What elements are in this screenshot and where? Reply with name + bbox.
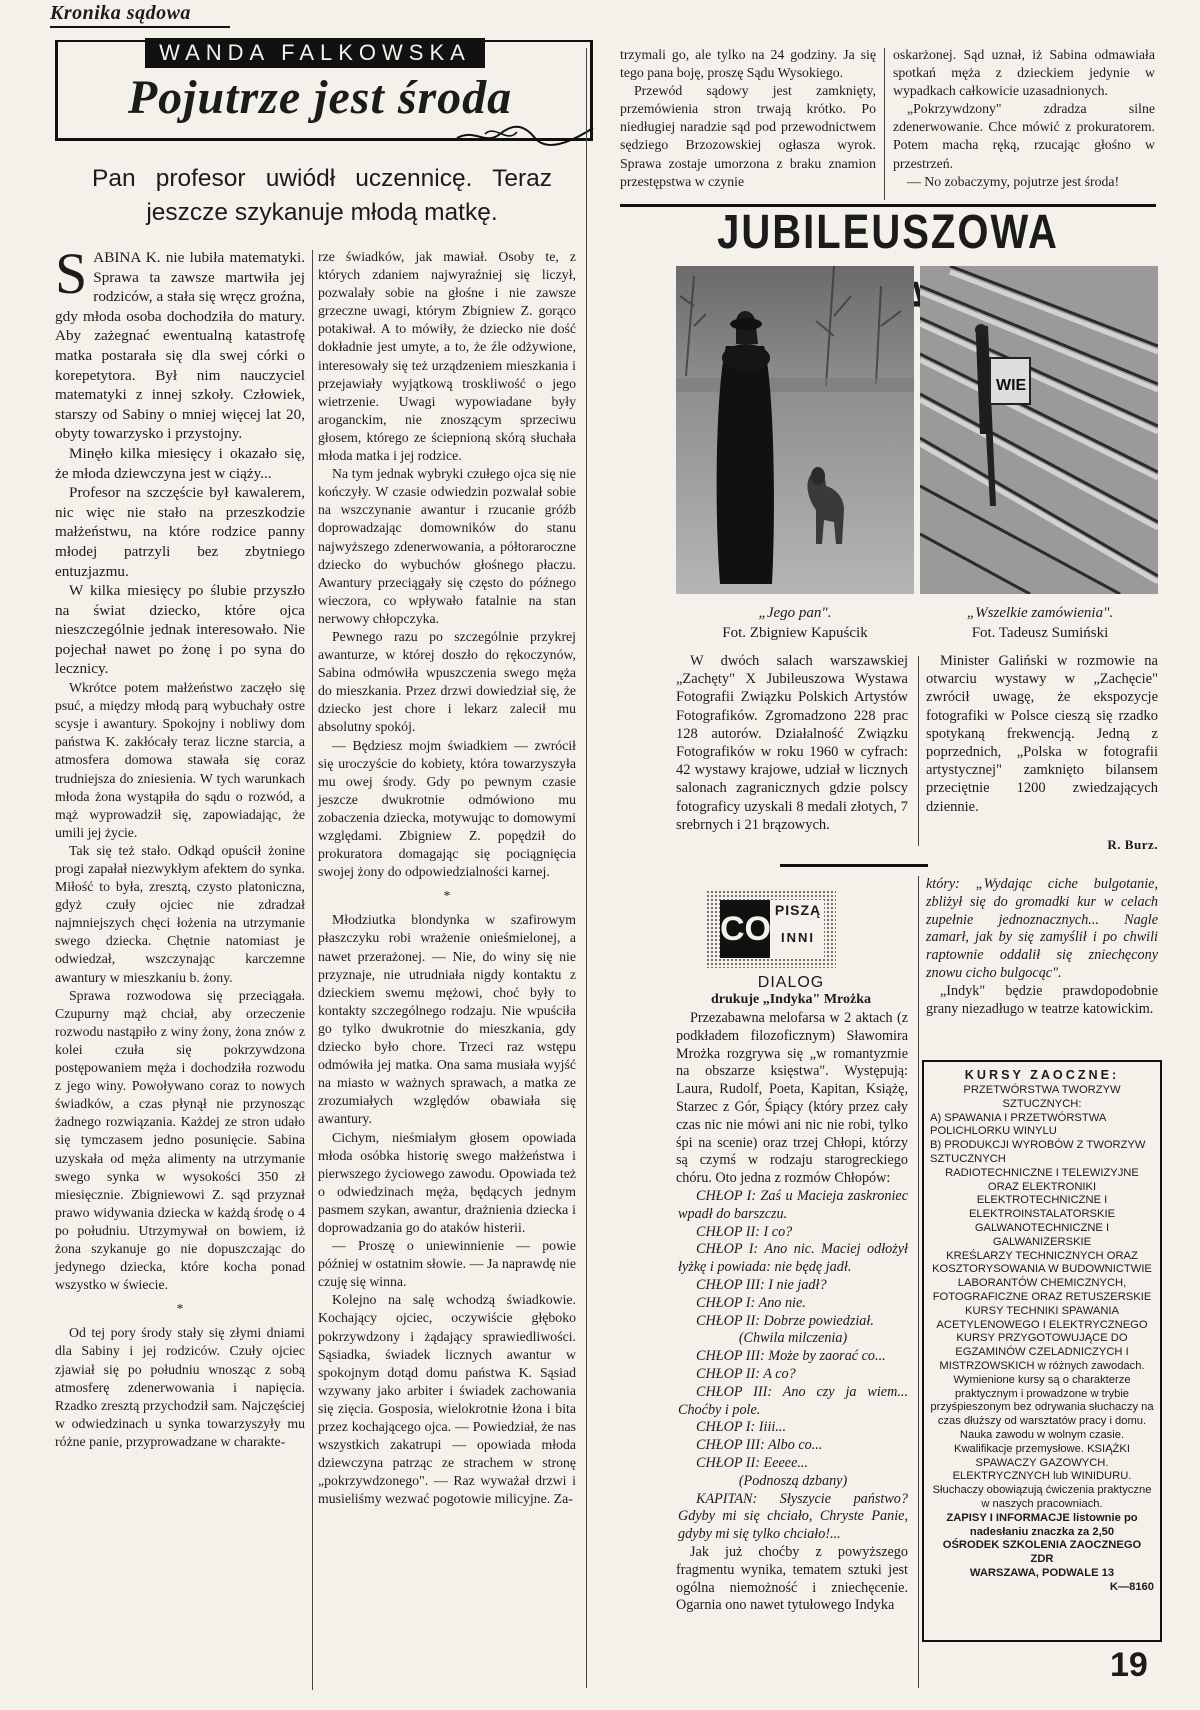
paragraph: Profesor na szczęście był kawalerem, nic więc nie stało na przeszkodzie małżeństwu, na które rodzice panny młodej patrzyli bez zbytniego entuzjazmu. <box>55 484 305 580</box>
column-rule <box>918 656 919 846</box>
ad-title: KURSY ZAOCZNE: <box>964 1068 1120 1082</box>
article-column-3 <box>620 46 876 191</box>
ad-line: A) SPAWANIA I PRZETWÓRSTWA POLICHLORKU WINYLU <box>930 1111 1106 1138</box>
ad-line: KURSY PRZYGOTOWUJĄCE DO EGZAMINÓW CZELADNICZYCH I MISTRZOWSKICH w różnych zawodach. <box>939 1332 1145 1372</box>
courses-advertisement <box>922 1060 1162 1642</box>
co-pisza-inni-badge <box>706 890 836 968</box>
article-title: Pojutrze jest środa <box>127 71 513 124</box>
ad-body <box>924 1082 1160 1596</box>
author-name: WANDA FALKOWSKA <box>145 38 485 68</box>
paragraph: „Pokrzywdzony" zdradza silne zdenerwowanie. Chce mówić z prokuratorem. Potem macha ręką, rzucając głośno w przestrzeń. <box>893 101 1155 171</box>
paragraph: Kolejno na salę wchodzą świadkowie. Kochający ojciec, oczywiście głęboko pokrzywdzony i żądający sprawiedliwości. Sąsiadka, świadek licznych awantur w spokojnym dotąd domu państwa K. Sąsiad wzywany jako arbiter i świadek zachowania się zięcia. Gosposia, wielokrotnie łżona i bita przez kochającego ojca. — Powiedział, że nas wszystkich zakatrupi — opowiada młoda dziewczyna patrząc ze strachem w stronę „pokrzywdzonego". — Raz wyważał drzwi i musieliśmy wezwać pogotowie milicyjne. Za- <box>318 1292 576 1507</box>
paragraph: trzymali go, ale tylko na 24 godziny. Ja się tego pana boję, proszę Sądu Wysokiego. <box>620 47 876 81</box>
ad-line: ZAPISY I INFORMACJE listownie po nadesłaniu znaczka za 2,50 <box>946 1511 1138 1538</box>
paragraph: — No zobaczymy, pojutrze jest środa! <box>907 173 1120 189</box>
ad-line: WARSZAWA, PODWALE 13 <box>969 1566 1115 1579</box>
ad-line: LABORANTÓW CHEMICZNYCH, FOTOGRAFICZNE ORAZ RETUSZERSKIE <box>932 1277 1152 1303</box>
column-rule <box>586 48 587 1688</box>
dialog-title: DIALOG <box>757 974 825 991</box>
ad-line: GALWANOTECHNICZNE I GALWANIZERSKIE <box>974 1221 1110 1248</box>
dialog-line: CHŁOP I: Ano nie. <box>696 1294 806 1311</box>
drop-cap: S <box>55 241 88 306</box>
article-column-2 <box>318 248 576 1508</box>
photo-wszelkie-zamowienia <box>920 266 1158 594</box>
paragraph: Przewód sądowy jest zamknięty, przemówienia stron trwają krótko. Po niedługiej naradzie sąd pod przewodnictwem sędziego Brzozowskiej ogłasza wyrok. Sprawa zostaje umorzona z braku znamion przestępstwa w czynie <box>620 83 876 189</box>
divider-rule <box>780 864 928 867</box>
paragraph: Minęło kilka miesięcy i okazało się, że młoda dziewczyna jest w ciąży... <box>55 444 305 482</box>
dialog-line: CHŁOP I: Ano nic. Maciej odłożył łyżkę i powiada: nie będę jadł. <box>678 1241 908 1276</box>
dialog-outro: Jak już choćby z powyższego fragmentu wynika, tematem sztuki jest ogólna niemożność i zniechęcenie. Ogarnia ono nawet tytułowego Indyka <box>676 1543 908 1614</box>
paragraph-lead: SABINA K. nie lubiła matematyki. Sprawa ta zawsze martwiła jej rodziców, a stała się wręcz groźna, gdy młoda osoba dochodziła do matury. Aby zażegnać ewentualną katastrofę matka postarała się dla swej córki o korepetytora. Był nim nauczyciel matematyki z innej szkoły. Człowiek, starszy od Sabiny o mniej więcej lat 20, obyty towarzysko i przystojny. <box>55 241 305 443</box>
dialog-line: CHŁOP I: Zaś u Macieja zaskroniec wpadł do barszczu. <box>678 1187 908 1222</box>
ad-line: RADIOTECHNICZNE I TELEWIZYJNE ORAZ ELEKTRONIKI <box>945 1166 1139 1193</box>
dialog-column-1 <box>676 1010 908 1615</box>
section-underline <box>50 26 230 28</box>
paragraph: Na tym jednak wybryki czułego ojca się nie kończyły. W czasie odwiedzin pozwalał sobie na wszczynanie awantur i rzucanie gróźb doprowadzając domowników do stanu najwyższego zdenerwowania, a półtoraroczne dziecko do wybuchów głośnego płaczu. Awantury przeciągały się często do późnego wieczora, co wpływało fatalnie na stan nerwowy chłopczyka. <box>318 466 576 626</box>
paragraph: Pewnego razu po szczególnie przykrej awanturze, w której doszło do rękoczynów, Sabina odmówiła wpuszczenia swego męża do mieszkania. Przez drzwi dowiedział się, że dziecko jest chore i lekarz zalecił mu absolutny spokój. <box>318 628 576 735</box>
exhibition-text-right: Minister Galiński w rozmowie na otwarciu wystawy w „Zachęcie" zwrócił uwagę, że ekspozycje fotografiki w Polsce cieszą się rzadko spotykaną frekwencją. Jedną z poprzednich, „Polska w fotografii artystycznej" zamknięto bilansem przeciętnie 1200 zwiedzających dziennie. <box>926 653 1158 815</box>
exhibition-headline: JUBILEUSZOWA <box>717 205 1059 259</box>
badge-inni: INNI <box>781 930 815 945</box>
dialog-subtitle: drukuje „Indyka" Mrożka <box>711 992 871 1007</box>
column-rule <box>884 48 885 200</box>
photo2-caption: „Wszelkie zamówienia". <box>966 605 1114 621</box>
section-break: * <box>176 1301 184 1317</box>
dialog-stage-direction: (Chwila milczenia) <box>738 1330 848 1347</box>
dialog-ending: „Indyk" będzie prawdopodobnie grany niezadługo w teatrze katowickim. <box>926 982 1158 1017</box>
dialog-line: CHŁOP II: A co? <box>696 1365 796 1382</box>
dialog-line: CHŁOP III: Ano czy ja wiem... Choćby i pole. <box>678 1383 908 1418</box>
ad-code: K—8160 <box>1109 1580 1154 1593</box>
ad-line: KURSY TECHNIKI SPAWANIA ACETYLENOWEGO I ELEKTRYCZNEGO <box>936 1304 1148 1331</box>
dialog-quote: który: „Wydając ciche bulgotanie, zbliżył się do gromadki kur w celach zupełnie jednoznacznych... Nagle zamarł, jak by się zamyślił i po chwili raptownie oddalił się zniechęcony znowu cicho bulgocąc". <box>926 876 1158 981</box>
ad-line: Słuchaczy obowiązują ćwiczenia praktyczne w naszych pracowniach. <box>932 1484 1152 1510</box>
article-subtitle: Pan profesor uwiódł uczennicę. Teraz jeszcze szykanuje młodą matkę. <box>92 165 552 226</box>
banner-text: WIE <box>996 377 1027 394</box>
paragraph: Od tej pory środy stały się złymi dniami dla Sabiny i jej rodziców. Czuły ojciec zjawiał się po południu wnosząc z sobą atmosferę zdenerwowania i napięcia. Rzadko zresztą przychodził sam. Najczęściej w odwiedzinach u synka towarzyszyły mu różne panie, przyprowadzane w charakte- <box>55 1325 305 1449</box>
paragraph: Cichym, nieśmiałym głosem opowiada młoda osóbka historię swego małżeństwa i pierwszego życiowego zawodu. Opowiada też o odwiedzinach męża, będących jednym pasmem szykan, awantur, drażnienia dziecka i doprowadzania go do ataków histerii. <box>318 1129 576 1235</box>
ad-line: ELEKTROTECHNICZNE I ELEKTROINSTALATORSKIE <box>968 1194 1116 1221</box>
badge-co: CO <box>720 900 770 958</box>
photo1-caption: „Jego pan". <box>758 605 832 621</box>
section-label: Kronika sądowa <box>50 2 191 24</box>
paragraph: Tak się też stało. Odkąd opuścił żonine progi zapałał niezwykłym afektem do synka. Miłość to była, zresztą, czysto platoniczna, gdyż czuły ojciec nie zdradzał najmniejszych chęci łożenia na utrzymanie swego dziecka. Chętnie natomiast je odwiedzał, wszczynając karczemne awantury w mieszkaniu b. żony. <box>55 842 305 985</box>
page-number: 19 <box>1110 1646 1148 1684</box>
paragraph: W kilka miesięcy po ślubie przyszło na świat dziecko, które ojca nieszczególnie jednak interesowało. Nie pojechał nawet po żonę i po syna do lecznicy. <box>55 582 305 678</box>
dialog-line: CHŁOP III: Albo co... <box>696 1437 823 1454</box>
paragraph: — Będziesz mojm świadkiem — zwrócił się uroczyście do kobiety, która towarzyszyła mu owej środy. Gdy po pewnym czasie jeszcze dwukrotnie odmówiono mu zobaczenia dziecka, motywując to domowymi względami. Zbigniew Z. popędził do prokuratora domagając się pociągnięcia swojej żony do odpowiedzialności karnej. <box>318 737 576 880</box>
dialog-column-2 <box>926 876 1158 1018</box>
paragraph: Sprawa rozwodowa się przeciągała. Czupurny mąż chciał, aby orzeczenie rozwodu nastąpiło z winy żony, żona znów z kolei czuła się pokrzywdzona postępowaniem męża i dochodziła rozwodu z jego winy. Powoływano coraz to nowych świadków, a czas płynął nie przynosząc żadnego rozwiązania. Każdej ze stron udało się tymczasem jedno posunięcie. Sabina uzyskała od męża alimenty na utrzymanie swego synka w wysokości 350 zł miesięcznie. Zbigniewowi Z. sąd przyznał prawo widywania dziecka w każdą środę o 4 po południu. Utrzymywał on bowiem, iż żona szykanuje go nie dopuszczając do jedynego dziecka, które kocha ponad wszystko w świecie. <box>55 987 305 1293</box>
badge-pisza: PISZĄ <box>774 902 822 918</box>
dialog-line: CHŁOP II: I co? <box>696 1223 793 1240</box>
dialog-line: CHŁOP I: Iiii... <box>696 1419 786 1436</box>
photo1-credit: Fot. Zbigniew Kapuścik <box>722 625 868 641</box>
ad-line: B) PRODUKCJI WYROBÓW Z TWORZYW SZTUCZNYCH <box>930 1139 1146 1165</box>
paragraph: Wkrótce potem małżeństwo zaczęło się psuć, a między młodą parą wybuchały ostre scysje i awantury. Spokojny i nobliwy dom państwa K. zakłócały teraz liczne starcia, a atmosfera domowa stawała się coraz trudniejsza do zniesienia. W tych warunkach młoda żona wystąpiła do sądu o rozwód, a mąż wyprowadził się, zapowiadając, że umili jej życie. <box>55 680 305 840</box>
dialog-line: CHŁOP II: Eeeee... <box>696 1454 809 1471</box>
dialog-line: KAPITAN: Słyszycie państwo? Gdyby mi się chciało, Chryste Panie, gdyby mi się tylko chciało!... <box>678 1490 908 1543</box>
ad-line: PRZETWÓRSTWA TWORZYW SZTUCZNYCH: <box>963 1084 1121 1110</box>
dialog-line: CHŁOP III: Może by zaorać co... <box>696 1348 886 1365</box>
photo2-credit: Fot. Tadeusz Sumiński <box>971 625 1109 641</box>
paragraph: Młodziutka blondynka w szafirowym płaszczyku robi wrażenie onieśmielonej, a nawet przerażonej. — Nie, do winy się nie przyznaje, nie utrudniała nigdy kontaktu z dzieckiem swemu mężowi, choć były to kontakty szczególnego rodzaju. Nie wpuściła go tylko dwukrotnie do mieszkania, gdy dziecko było chore. Trzeci raz wstępu odmówiła jej matka. Ona sama musiała wyjść na miasto w ważnych sprawach, a matka ze zrozumiałych względów obawiała się awantury. <box>318 912 576 1127</box>
paragraph: oskarżonej. Sąd uznał, iż Sabina odmawiała spotkań męża z dzieckiem jedynie w wypadkach całkowicie uzasadnionych. <box>893 47 1155 99</box>
exhibition-signature: R. Burz. <box>1107 837 1158 852</box>
paragraph: rze świadków, jak mawiał. Osoby te, z których zdaniem najwyraźniej się liczył, pozwalały sobie na głośne i nie zawsze grzeczne uwagi, którym Zbigniew Z. gorąco potakiwał. A to mówiły, że dziecko nie dość dokładnie jest umyte, a to, że źle odżywione, interesowały się też urządzeniem mieszkania i przejawiały wyjątkową troskliwość o jego wietrzenie. Uwagi wypowiadane były aroganckim, nie znoszącym sprzeciwu głosem, którego ze ściepnioną skórą słuchała młoda matka i jej rodzice. <box>318 249 576 464</box>
section-break: * <box>443 888 451 904</box>
paragraph: — Proszę o uniewinnienie — powie później w ostatnim słowie. — Ja naprawdę nie czuję się winna. <box>318 1238 576 1290</box>
dialog-stage-direction: (Podnoszą dzbany) <box>738 1472 848 1489</box>
exhibition-text-left: W dwóch salach warszawskiej „Zachęty" X Jubileuszowa Wystawa Fotografii Związku Polskich Artystów Fotografików. Zgromadzono 228 prac 128 autorów. Działalność Związku Fotografików w roku 1960 w cyfrach: 42 wystawy krajowe, udział w licznych salonach zagranicznych gdzie polscy fotograficy uzyskali 8 medali złotych, 7 srebrnych i 21 brązowych. <box>676 653 908 833</box>
author-signature-icon <box>455 120 595 152</box>
article-column-4 <box>893 46 1155 191</box>
ad-line: Wymienione kursy są o charakterze praktycznym i prowadzone w trybie przyśpieszonym bez odrywania słuchaczy na czas dłuższy od warsztatów pracy i domu. Nauka zawodu w wolnym czasie. Kwalifikacje przemysłowe. KSIĄŻKI SPAWACZY GAZOWYCH. ELEKTRYCZNYCH lub WINIDURU. <box>930 1373 1154 1483</box>
column-rule <box>312 250 313 1690</box>
column-rule <box>918 876 919 1688</box>
dialog-intro: Przezabawna melofarsa w 2 aktach (z podkładem filozoficznym) Sławomira Mrożka rozgrywa się „w romantyzmie na obszarze księstwa". Występują: Laura, Rudolf, Poeta, Kapitan, Książę, Starzec z Gór, Śpiący (który przez cały czas nic nie mówi ani nic nie robi, tylko śpi na scenie) oraz trzej Chłopi, którzy są czymś w rodzaju starogreckiego chóru. Oto jedna z rozmów Chłopów: <box>676 1010 908 1187</box>
ad-line: KREŚLARZY TECHNICZNYCH ORAZ KOSZTORYSOWANIA W BUDOWNICTWIE <box>932 1249 1152 1276</box>
photo-jego-pan <box>676 266 914 594</box>
dialog-line: CHŁOP III: I nie jadł? <box>696 1276 827 1293</box>
ad-line: OŚRODEK SZKOLENIA ZAOCZNEGO ZDR <box>942 1539 1142 1566</box>
dialog-line: CHŁOP II: Dobrze powiedział. <box>696 1312 874 1329</box>
article-column-1 <box>55 241 305 1451</box>
